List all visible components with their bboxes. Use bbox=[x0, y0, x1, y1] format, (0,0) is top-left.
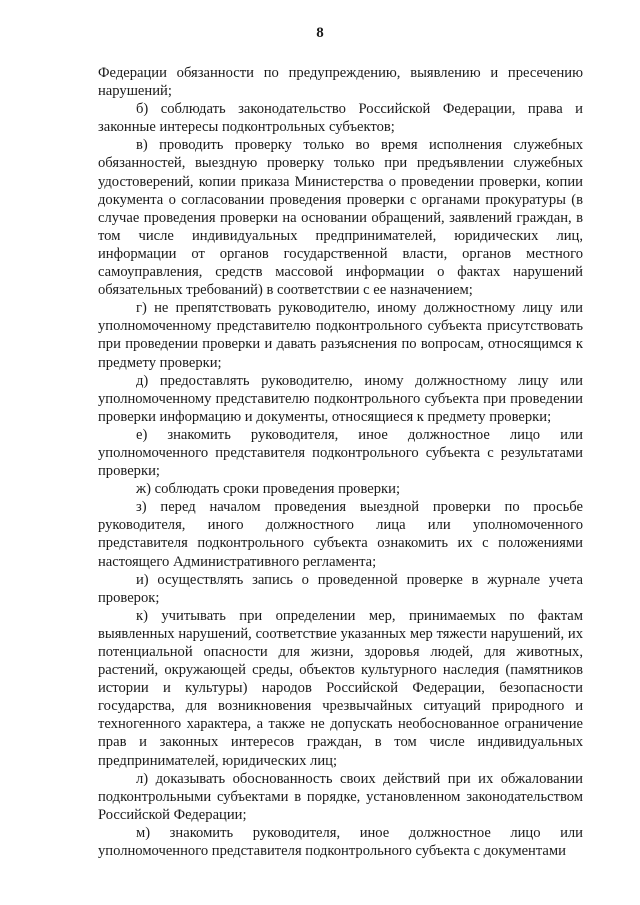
paragraph-item-d: д) предоставлять руководителю, иному должностному лицу или уполномоченному представителю подконтрольного субъекта при проведении проверки информацию и документы, относящиеся к предмету проверки; bbox=[98, 372, 583, 425]
paragraph-item-l: л) доказывать обоснованность своих действий при их обжаловании подконтрольными субъектами в порядке, установленном законодательством Российской Федерации; bbox=[98, 770, 583, 823]
paragraph-item-zh: ж) соблюдать сроки проведения проверки; bbox=[136, 481, 401, 498]
paragraph-item-g: г) не препятствовать руководителю, иному должностному лицу или уполномоченному представителю подконтрольного субъекта присутствовать при проведении проверки и давать разъяснения по вопросам, относящимся к предмету проверки; bbox=[98, 300, 583, 371]
paragraph-item-e: е) знакомить руководителя, иное должностное лицо или уполномоченного представителя подконтрольного субъекта с результатами проверки; bbox=[98, 426, 583, 480]
paragraph-item-k: к) учитывать при определении мер, принимаемых по фактам выявленных нарушений, соответствие указанных мер тяжести нарушений, их потенциальной опасности для жизни, здоровья людей, для животных, растений, окружающей среды, объектов культурного наследия (памятников истории и культуры) народов Российской Федерации, безопасности государства, для возникновения чрезвычайных ситуаций природного и техногенного характера, а также не допускать необоснованное ограничение прав и законных интересов граждан, в том числе индивидуальных предпринимателей, юридических лиц; bbox=[98, 607, 583, 769]
paragraph-item-b: б) соблюдать законодательство Российской Федерации, права и законные интересы подконтрольных субъектов; bbox=[98, 101, 583, 136]
page-number: 8 bbox=[316, 25, 324, 41]
paragraph-continuation: Федерации обязанности по предупреждению, выявлению и пресечению нарушений; bbox=[98, 65, 583, 100]
paragraph-item-v: в) проводить проверку только во время исполнения служебных обязанностей, выездную проверку только при предъявлении служебных удостоверений, копии приказа Министерства о проведении проверки, копии документа о согласовании проведения проверки с органами прокуратуры (в случае проведения проверки на основании обращений, заявлений граждан, в том числе индивидуальных предпринимателей, юридических лиц, информации от органов государственной власти, органов местного самоуправления, средств массовой информации о фактах нарушений обязательных требований) в соответствии с ее назначением; bbox=[98, 137, 583, 299]
paragraph-item-i: и) осуществлять запись о проведенной проверке в журнале учета проверок; bbox=[98, 571, 583, 606]
paragraph-item-z: з) перед началом проведения выездной проверки по просьбе руководителя, иного должностного лица или уполномоченного представителя подконтрольного субъекта ознакомить их с положениями настоящего Административного регламента; bbox=[98, 499, 583, 570]
paragraph-item-m: м) знакомить руководителя, иное должностное лицо или уполномоченного представителя подконтрольного субъекта с документами bbox=[98, 824, 583, 860]
document-body bbox=[98, 64, 583, 860]
